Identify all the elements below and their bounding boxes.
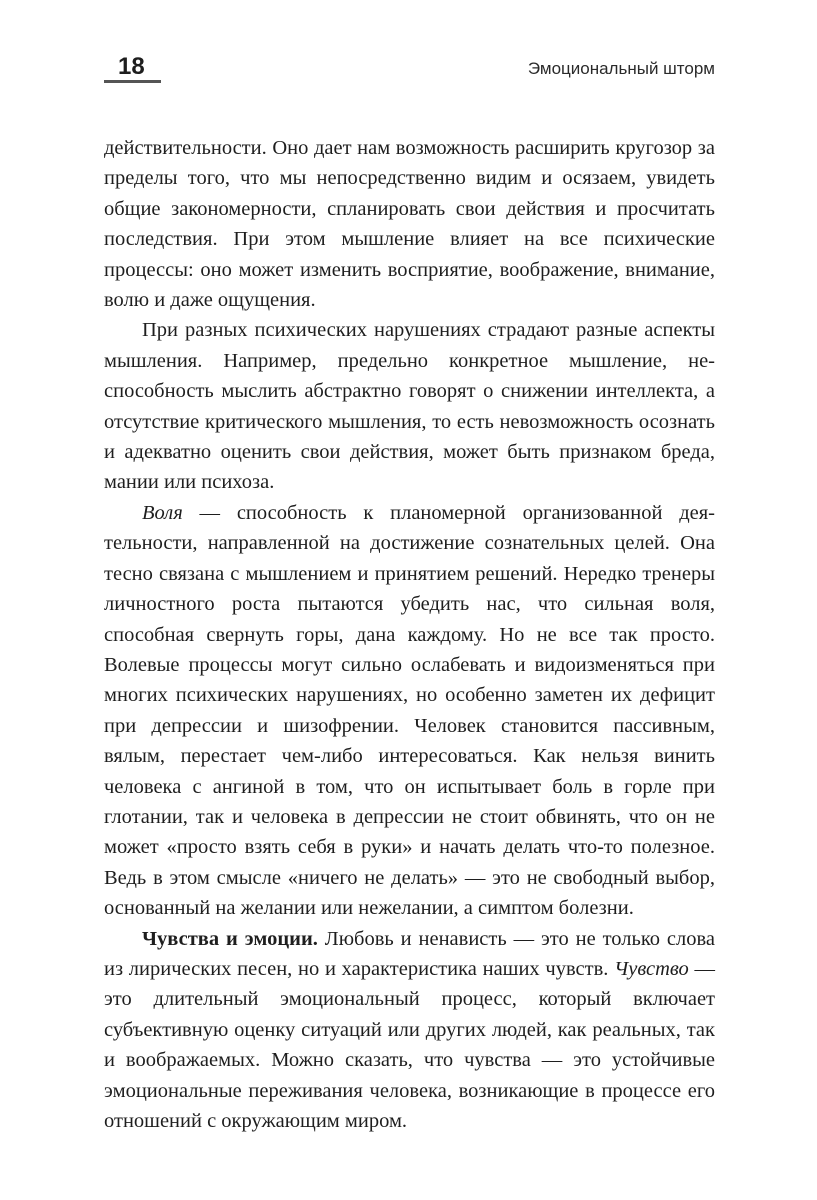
body-text [104, 133, 715, 1136]
paragraph-will [104, 498, 715, 924]
paragraph-text: — это длительный эмоциональный процесс, который включает субъективную оценку ситуаций или других людей, как реальных, так и воображаемых. Можно сказать, что чувства — это устойчивые эмоциональные переживания человека, возникающие в процессе его отношений с окружающим миром. [104, 957, 716, 1132]
page-header [0, 0, 817, 100]
paragraph-text: При разных психических нарушениях страдают разные аспекты мышления. Например, предельно конкретное мышление, неспособность мыслить абстрактно говорят о снижении интеллекта, а отсутствие критического мышления, то есть невозможность осознать и адекватно оценить свои действия, может быть признаком бреда, мании или психоза. [104, 319, 715, 494]
term-feeling: Чувство [614, 957, 689, 980]
paragraph-text: Любовь и ненависть — это не только слова из лирических песен, но и характеристика наших чувств. [104, 927, 715, 980]
header-rule [104, 80, 161, 83]
term-will: Воля [142, 501, 183, 524]
paragraph-text: действительности. Оно дает нам возможность расширить кругозор за пределы того, что мы непосредственно видим и осязаем, увидеть общие закономерности, спланировать свои действия и просчитать последствия. При этом мышление влияет на все психические процессы: оно может изменить восприятие, воображение, внимание, волю и даже ощущения. [104, 137, 715, 312]
page-number: 18 [118, 53, 145, 80]
paragraph-thinking-disorders [104, 315, 715, 497]
paragraph-feelings [104, 924, 715, 1137]
paragraph-text: — способность к планомерной организованной деятельности, направленной на достижение сознательных целей. Она тесно связана с мышлением и принятием решений. Нередко тренеры личностного роста пытаются убедить нас, что сильная воля, способная свернуть горы, дана каждому. Но не все так просто. Волевые процессы могут сильно ослабевать и видоизменяться при многих психических нарушениях, но особенно заметен их дефицит при депрессии и шизофрении. Человек становится пассивным, вялым, перестает чем-либо интересоваться. Как нельзя винить человека с ангиной в том, что он испытывает боль в горле при глотании, так и человека в депрессии не стоит обвинять, что он не может «просто взять себя в руки» и начать делать что-то полезное. Ведь в этом смысле «ничего не делать» — это не свободный выбор, основанный на желании или нежелании, а симптом болезни. [104, 501, 715, 920]
paragraph-thinking-continued [104, 133, 715, 315]
running-title: Эмоциональный шторм [527, 59, 715, 78]
section-heading-feelings: Чувства и эмоции. [142, 927, 318, 950]
